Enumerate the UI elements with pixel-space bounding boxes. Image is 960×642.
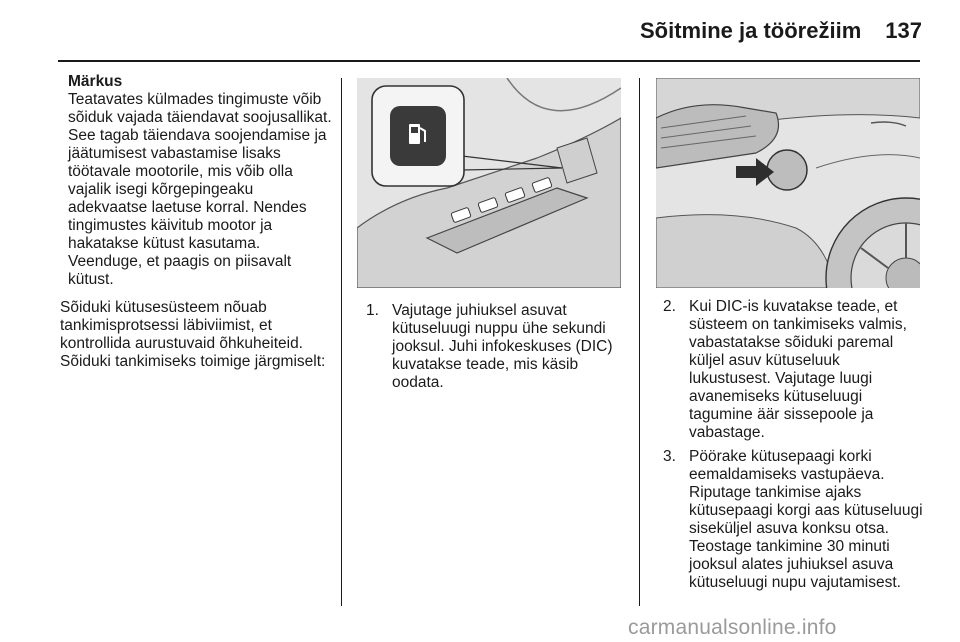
- header-divider: [58, 60, 920, 62]
- note-text: Teatavates külmades tingimuste võib sõiduk vajada täiendavat soojusallikat. See tagab täiendava soojendamise ja jäätumisest vabastamise lisaks töötavale mootorile, mis võib olla vajalik isegi kõrgepingeaku adekvaatse laetuse korral. Nendes tingimustes käivitub mootor ja hakatakse kütust kasutama. Veenduge, et paagis on piisavalt kütust.: [68, 91, 332, 288]
- column-divider-right: [639, 78, 640, 606]
- step-number: 1.: [366, 302, 379, 319]
- step-3: [663, 448, 923, 592]
- page-number: 137: [885, 18, 922, 43]
- watermark: carmanualsonline.info: [628, 616, 837, 639]
- page-title: Sõitmine ja töörežiim: [640, 18, 862, 43]
- left-column: [60, 73, 335, 371]
- step-text: Kui DIC-is kuvatakse teade, et süsteem on tankimiseks valmis, vabastatakse sõiduki paremal küljel asuv kütuseluuk lukustusest. Vajutage luugi avanemiseks kütuseluugi tagumine äär sissepoole ja vabastage.: [689, 298, 907, 441]
- step-number: 3.: [663, 448, 676, 465]
- fuel-door-vehicle-illustration: [656, 78, 920, 288]
- column-divider-left: [341, 78, 342, 606]
- step-number: 2.: [663, 298, 676, 315]
- fuel-door-button-illustration: [357, 78, 621, 288]
- step-text: Pöörake kütusepaagi korki eemaldamiseks vastupäeva. Riputage tankimise ajaks kütusepaagi korgi aas kütuseluugi siseküljel asuva konksu otsa. Teostage tankimine 30 minuti jooksul alates juhiuksel asuva kütuseluugi nupu vajutamisest.: [689, 448, 923, 591]
- intro-paragraph: Sõiduki kütusesüsteem nõuab tankimisprotsessi läbiviimist, et kontrollida aurustuvaid õhkuheiteid. Sõiduki tankimiseks toimige järgmiselt:: [60, 299, 326, 370]
- note-title: Märkus: [68, 73, 123, 90]
- step-2: [663, 298, 923, 442]
- step-1: [366, 302, 622, 392]
- step-text: Vajutage juhiuksel asuvat kütuseluugi nuppu ühe sekundi jooksul. Juhi infokeskuses (DIC) kuvatakse teade, mis käsib oodata.: [392, 302, 613, 391]
- note-block: [60, 73, 335, 289]
